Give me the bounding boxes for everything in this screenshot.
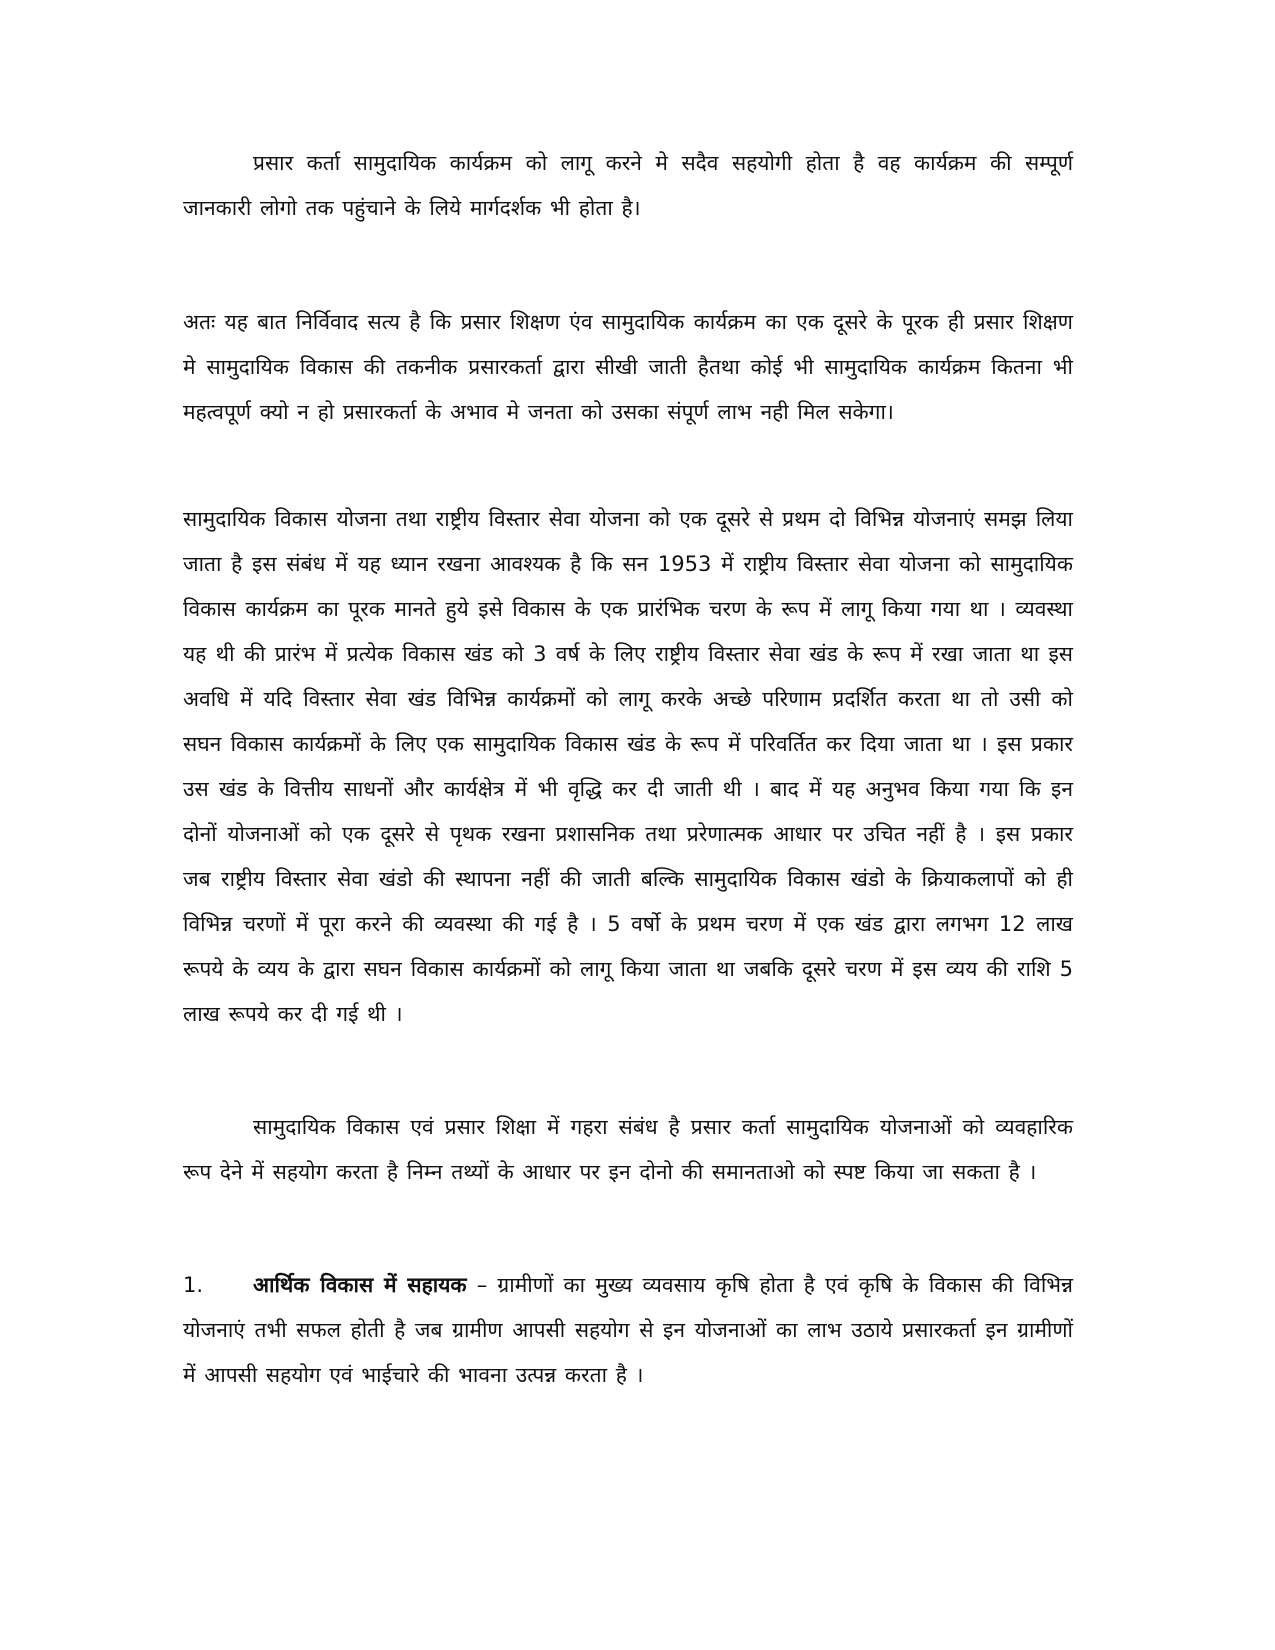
paragraph-community-development-history: सामुदायिक विकास योजना तथा राष्ट्रीय विस्तार सेवा योजना को एक दूसरे से प्रथम दो विभिन्न योजनाएं समझ लिया जाता है इस संबंध में यह ध्यान रखना आवश्यक है कि सन 1953 में राष्ट्रीय विस्तार सेवा योजना को सामुदायिक विकास कार्यक्रम का पूरक मानते हुये इसे विकास के एक प्रारंभिक चरण के रूप में लागू किया गया था । व्यवस्था यह थी की प्रारंभ में प्रत्येक विकास खंड को 3 वर्ष के लिए राष्ट्रीय विस्तार सेवा खंड के रूप में रखा जाता था इस अवधि में यदि विस्तार सेवा खंड विभिन्न कार्यक्रमों को लागू करके अच्छे परिणाम प्रदर्शित करता था तो उसी को सघन विकास कार्यक्रमों के लिए एक सामुदायिक विकास खंड के रूप में परिवर्तित कर दिया जाता था । इस प्रकार उस खंड के वित्तीय साधनों और कार्यक्षेत्र में भी वृद्धि कर दी जाती थी । बाद में यह अनुभव किया गया कि इन दोनों योजनाओं को एक दूसरे से पृथक रखना प्रशासनिक तथा प्ररेणात्मक आधार पर उचित नहीं है । इस प्रकार जब राष्ट्रीय विस्तार सेवा खंडो की स्थापना नहीं की जाती बल्कि सामुदायिक विकास खंडो के क्रियाकलापों को ही विभिन्न चरणों में पूरा करने की व्यवस्था की गई है । 5 वर्षो के प्रथम चरण में एक खंड द्वारा लगभग 12 लाख रूपये के व्यय के द्वारा सघन विकास कार्यक्रमों को लागू किया जाता था जबकि दूसरे चरण में इस व्यय की राशि 5 लाख रूपये कर दी गई थी । [183,507,1073,1026]
list-item-number: 1. [183,1273,204,1297]
paragraph-extension-community-complement: अतः यह बात निर्विवाद सत्य है कि प्रसार शिक्षण एंव सामुदायिक कार्यक्रम का एक दूसरे के पूरक ही प्रसार शिक्षण मे सामुदायिक विकास की तकनीक प्रसारकर्ता द्वारा सीखी जाती हैतथा कोई भी सामुदायिक कार्यक्रम कितना भी महत्वपूर्ण क्यो न हो प्रसारकर्ता के अभाव मे जनता को उसका संपूर्ण लाभ नही मिल सकेगा। [183,310,1073,424]
list-item-heading: आर्थिक विकास में सहायक [253,1273,467,1297]
paragraph-extension-worker-role: प्रसार कर्ता सामुदायिक कार्यक्रम को लागू करने मे सदैव सहयोगी होता है वह कार्यक्रम की सम्पूर्ण जानकारी लोगो तक पहुंचाने के लिये मार्गदर्शक भी होता है। [183,151,1073,220]
list-item-economic-development [183,1263,1073,1398]
list-item-text: – ग्रामीणों का मुख्य व्यवसाय कृषि होता है एवं कृषि के विकास की विभिन्न योजनाएं तभी सफल होती है जब ग्रामीण आपसी सहयोग से इन योजनाओं का लाभ उठाये प्रसारकर्ता इन ग्रामीणों में आपसी सहयोग एवं भाईचारे की भावना उत्पन्न करता है । [183,1273,1073,1387]
paragraph-relationship-intro: सामुदायिक विकास एवं प्रसार शिक्षा में गहरा संबंध है प्रसार कर्ता सामुदायिक योजनाओं को व्यवहारिक रूप देने में सहयोग करता है निम्न तथ्यों के आधार पर इन दोनो की समानताओ को स्पष्ट किया जा सकता है । [183,1115,1073,1184]
